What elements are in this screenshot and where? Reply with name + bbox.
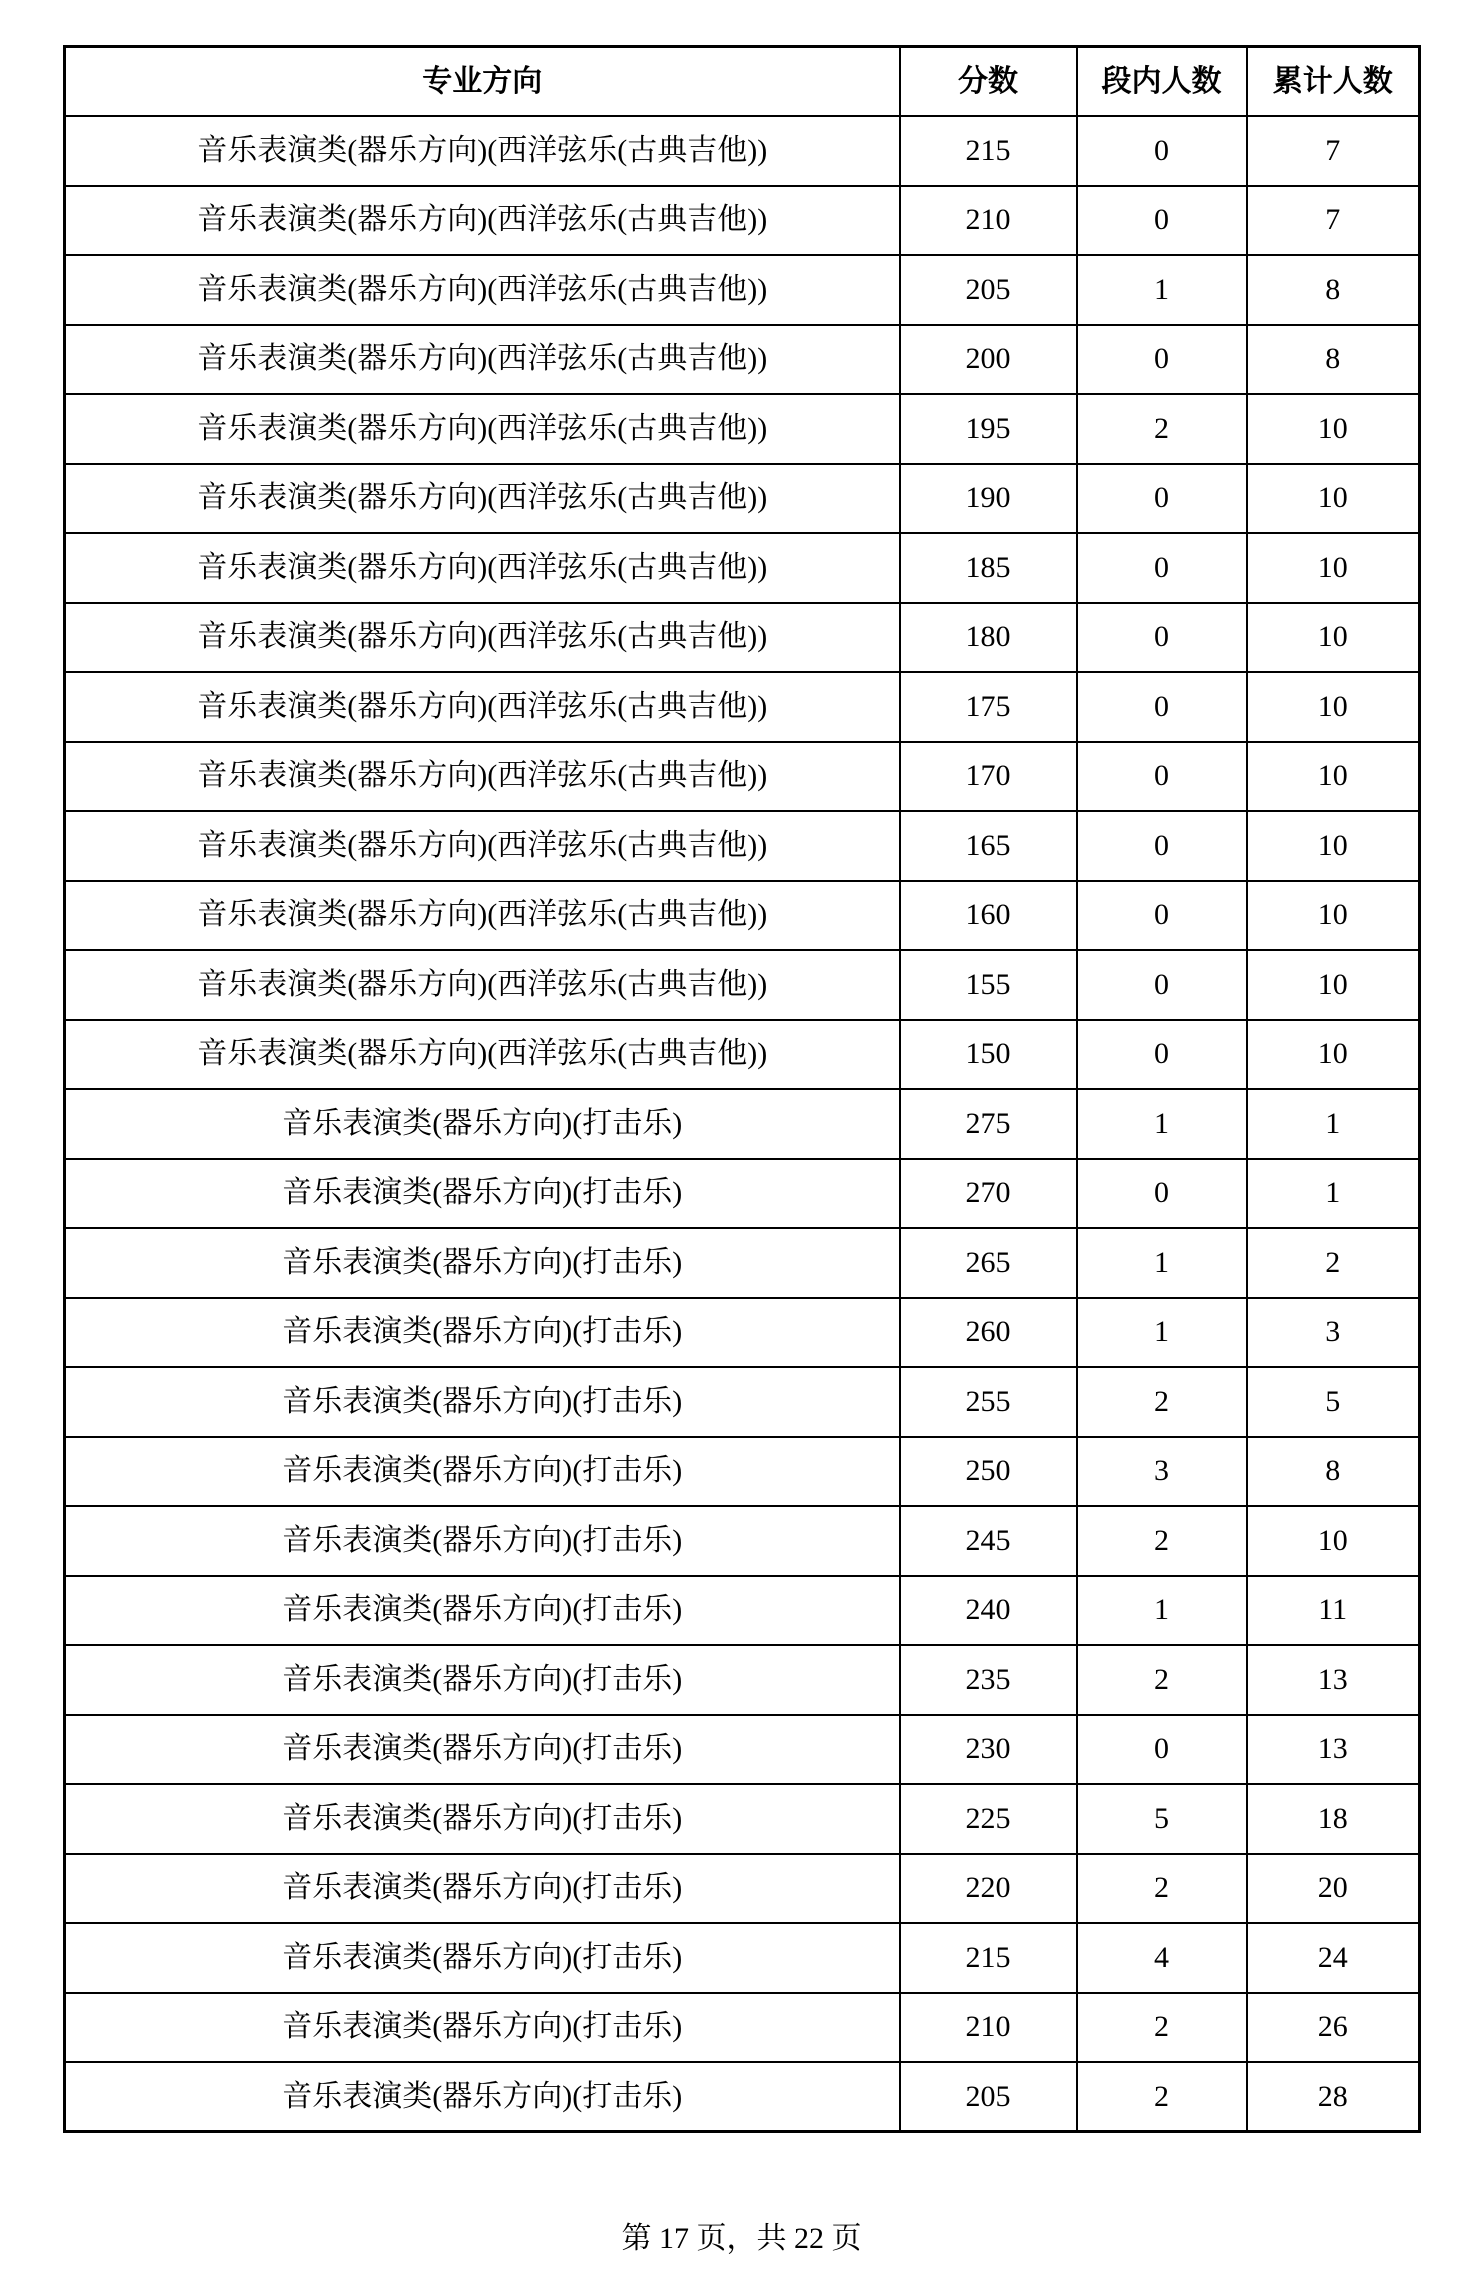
major-direction-cell: 音乐表演类(器乐方向)(打击乐): [65, 1645, 900, 1715]
major-direction-cell: 音乐表演类(器乐方向)(打击乐): [65, 1089, 900, 1159]
cumulative-count-cell: 2: [1247, 1228, 1420, 1298]
table-row: [65, 1923, 1420, 1993]
header-major-direction: 专业方向: [65, 47, 900, 117]
segment-count-cell: 4: [1077, 1923, 1247, 1993]
table-row: [65, 1159, 1420, 1229]
score-cell: 220: [900, 1854, 1077, 1924]
table-row: [65, 394, 1420, 464]
major-direction-cell: 音乐表演类(器乐方向)(西洋弦乐(古典吉他)): [65, 325, 900, 395]
table-row: [65, 881, 1420, 951]
cumulative-count-cell: 13: [1247, 1645, 1420, 1715]
segment-count-cell: 0: [1077, 186, 1247, 256]
major-direction-cell: 音乐表演类(器乐方向)(西洋弦乐(古典吉他)): [65, 672, 900, 742]
major-direction-cell: 音乐表演类(器乐方向)(打击乐): [65, 2062, 900, 2132]
segment-count-cell: 1: [1077, 1089, 1247, 1159]
major-direction-cell: 音乐表演类(器乐方向)(西洋弦乐(古典吉他)): [65, 255, 900, 325]
cumulative-count-cell: 13: [1247, 1715, 1420, 1785]
segment-count-cell: 2: [1077, 2062, 1247, 2132]
table-row: [65, 325, 1420, 395]
table-row: [65, 2062, 1420, 2132]
segment-count-cell: 2: [1077, 394, 1247, 464]
table-header: [65, 47, 1420, 117]
table-row: [65, 811, 1420, 881]
cumulative-count-cell: 11: [1247, 1576, 1420, 1646]
table-row: [65, 742, 1420, 812]
cumulative-count-cell: 8: [1247, 1437, 1420, 1507]
score-cell: 155: [900, 950, 1077, 1020]
table-row: [65, 1715, 1420, 1785]
segment-count-cell: 0: [1077, 464, 1247, 534]
cumulative-count-cell: 10: [1247, 811, 1420, 881]
table-row: [65, 533, 1420, 603]
table-row: [65, 1784, 1420, 1854]
table-row: [65, 603, 1420, 673]
score-cell: 150: [900, 1020, 1077, 1090]
table-row: [65, 1089, 1420, 1159]
cumulative-count-cell: 10: [1247, 603, 1420, 673]
table-row: [65, 1367, 1420, 1437]
score-cell: 215: [900, 1923, 1077, 1993]
major-direction-cell: 音乐表演类(器乐方向)(西洋弦乐(古典吉他)): [65, 394, 900, 464]
table-row: [65, 950, 1420, 1020]
segment-count-cell: 5: [1077, 1784, 1247, 1854]
major-direction-cell: 音乐表演类(器乐方向)(打击乐): [65, 1576, 900, 1646]
cumulative-count-cell: 1: [1247, 1089, 1420, 1159]
score-cell: 235: [900, 1645, 1077, 1715]
segment-count-cell: 2: [1077, 1645, 1247, 1715]
table-row: [65, 1437, 1420, 1507]
segment-count-cell: 1: [1077, 255, 1247, 325]
score-cell: 250: [900, 1437, 1077, 1507]
segment-count-cell: 0: [1077, 116, 1247, 186]
segment-count-cell: 1: [1077, 1298, 1247, 1368]
major-direction-cell: 音乐表演类(器乐方向)(西洋弦乐(古典吉他)): [65, 881, 900, 951]
table-row: [65, 1506, 1420, 1576]
cumulative-count-cell: 3: [1247, 1298, 1420, 1368]
header-segment-count: 段内人数: [1077, 47, 1247, 117]
score-cell: 180: [900, 603, 1077, 673]
major-direction-cell: 音乐表演类(器乐方向)(打击乐): [65, 1854, 900, 1924]
major-direction-cell: 音乐表演类(器乐方向)(打击乐): [65, 1506, 900, 1576]
major-direction-cell: 音乐表演类(器乐方向)(西洋弦乐(古典吉他)): [65, 533, 900, 603]
major-direction-cell: 音乐表演类(器乐方向)(打击乐): [65, 1715, 900, 1785]
cumulative-count-cell: 10: [1247, 533, 1420, 603]
score-cell: 265: [900, 1228, 1077, 1298]
score-cell: 215: [900, 116, 1077, 186]
score-cell: 240: [900, 1576, 1077, 1646]
cumulative-count-cell: 20: [1247, 1854, 1420, 1924]
major-direction-cell: 音乐表演类(器乐方向)(打击乐): [65, 1437, 900, 1507]
score-cell: 160: [900, 881, 1077, 951]
segment-count-cell: 2: [1077, 1367, 1247, 1437]
table-row: [65, 1645, 1420, 1715]
cumulative-count-cell: 8: [1247, 255, 1420, 325]
score-cell: 190: [900, 464, 1077, 534]
table-row: [65, 464, 1420, 534]
segment-count-cell: 0: [1077, 1020, 1247, 1090]
segment-count-cell: 0: [1077, 533, 1247, 603]
segment-count-cell: 0: [1077, 603, 1247, 673]
major-direction-cell: 音乐表演类(器乐方向)(打击乐): [65, 1159, 900, 1229]
table-row: [65, 255, 1420, 325]
score-cell: 210: [900, 186, 1077, 256]
cumulative-count-cell: 10: [1247, 881, 1420, 951]
cumulative-count-cell: 8: [1247, 325, 1420, 395]
score-cell: 200: [900, 325, 1077, 395]
score-cell: 185: [900, 533, 1077, 603]
major-direction-cell: 音乐表演类(器乐方向)(打击乐): [65, 1367, 900, 1437]
score-cell: 225: [900, 1784, 1077, 1854]
header-cumulative-count: 累计人数: [1247, 47, 1420, 117]
cumulative-count-cell: 18: [1247, 1784, 1420, 1854]
table-header-row: [65, 47, 1420, 117]
table-row: [65, 186, 1420, 256]
cumulative-count-cell: 7: [1247, 116, 1420, 186]
score-cell: 195: [900, 394, 1077, 464]
score-cell: 255: [900, 1367, 1077, 1437]
cumulative-count-cell: 5: [1247, 1367, 1420, 1437]
score-cell: 270: [900, 1159, 1077, 1229]
segment-count-cell: 2: [1077, 1854, 1247, 1924]
major-direction-cell: 音乐表演类(器乐方向)(西洋弦乐(古典吉他)): [65, 742, 900, 812]
score-cell: 205: [900, 2062, 1077, 2132]
segment-count-cell: 1: [1077, 1228, 1247, 1298]
major-direction-cell: 音乐表演类(器乐方向)(打击乐): [65, 1923, 900, 1993]
table-row: [65, 672, 1420, 742]
cumulative-count-cell: 24: [1247, 1923, 1420, 1993]
cumulative-count-cell: 1: [1247, 1159, 1420, 1229]
major-direction-cell: 音乐表演类(器乐方向)(打击乐): [65, 1993, 900, 2063]
segment-count-cell: 0: [1077, 1159, 1247, 1229]
major-direction-cell: 音乐表演类(器乐方向)(西洋弦乐(古典吉他)): [65, 186, 900, 256]
segment-count-cell: 0: [1077, 1715, 1247, 1785]
cumulative-count-cell: 10: [1247, 672, 1420, 742]
score-cell: 165: [900, 811, 1077, 881]
score-cell: 170: [900, 742, 1077, 812]
table-row: [65, 1298, 1420, 1368]
segment-count-cell: 2: [1077, 1506, 1247, 1576]
cumulative-count-cell: 7: [1247, 186, 1420, 256]
major-direction-cell: 音乐表演类(器乐方向)(西洋弦乐(古典吉他)): [65, 811, 900, 881]
score-cell: 275: [900, 1089, 1077, 1159]
cumulative-count-cell: 10: [1247, 1020, 1420, 1090]
segment-count-cell: 0: [1077, 672, 1247, 742]
score-cell: 210: [900, 1993, 1077, 2063]
score-cell: 245: [900, 1506, 1077, 1576]
major-direction-cell: 音乐表演类(器乐方向)(西洋弦乐(古典吉他)): [65, 464, 900, 534]
score-cell: 230: [900, 1715, 1077, 1785]
cumulative-count-cell: 10: [1247, 1506, 1420, 1576]
cumulative-count-cell: 10: [1247, 742, 1420, 812]
score-cell: 175: [900, 672, 1077, 742]
major-direction-cell: 音乐表演类(器乐方向)(西洋弦乐(古典吉他)): [65, 950, 900, 1020]
table-row: [65, 116, 1420, 186]
major-direction-cell: 音乐表演类(器乐方向)(打击乐): [65, 1784, 900, 1854]
table-body: [65, 116, 1420, 2132]
segment-count-cell: 0: [1077, 325, 1247, 395]
table-row: [65, 1576, 1420, 1646]
table-row: [65, 1854, 1420, 1924]
segment-count-cell: 0: [1077, 811, 1247, 881]
segment-count-cell: 0: [1077, 881, 1247, 951]
cumulative-count-cell: 26: [1247, 1993, 1420, 2063]
segment-count-cell: 1: [1077, 1576, 1247, 1646]
major-direction-cell: 音乐表演类(器乐方向)(打击乐): [65, 1298, 900, 1368]
score-distribution-table: [63, 45, 1421, 2133]
segment-count-cell: 2: [1077, 1993, 1247, 2063]
cumulative-count-cell: 10: [1247, 950, 1420, 1020]
major-direction-cell: 音乐表演类(器乐方向)(西洋弦乐(古典吉他)): [65, 603, 900, 673]
table-row: [65, 1020, 1420, 1090]
cumulative-count-cell: 10: [1247, 394, 1420, 464]
page-number-footer: 第 17 页，共 22 页: [621, 2222, 862, 2255]
segment-count-cell: 0: [1077, 950, 1247, 1020]
table-row: [65, 1228, 1420, 1298]
score-cell: 205: [900, 255, 1077, 325]
score-cell: 260: [900, 1298, 1077, 1368]
major-direction-cell: 音乐表演类(器乐方向)(打击乐): [65, 1228, 900, 1298]
segment-count-cell: 3: [1077, 1437, 1247, 1507]
major-direction-cell: 音乐表演类(器乐方向)(西洋弦乐(古典吉他)): [65, 1020, 900, 1090]
cumulative-count-cell: 10: [1247, 464, 1420, 534]
segment-count-cell: 0: [1077, 742, 1247, 812]
major-direction-cell: 音乐表演类(器乐方向)(西洋弦乐(古典吉他)): [65, 116, 900, 186]
cumulative-count-cell: 28: [1247, 2062, 1420, 2132]
header-score: 分数: [900, 47, 1077, 117]
table-row: [65, 1993, 1420, 2063]
